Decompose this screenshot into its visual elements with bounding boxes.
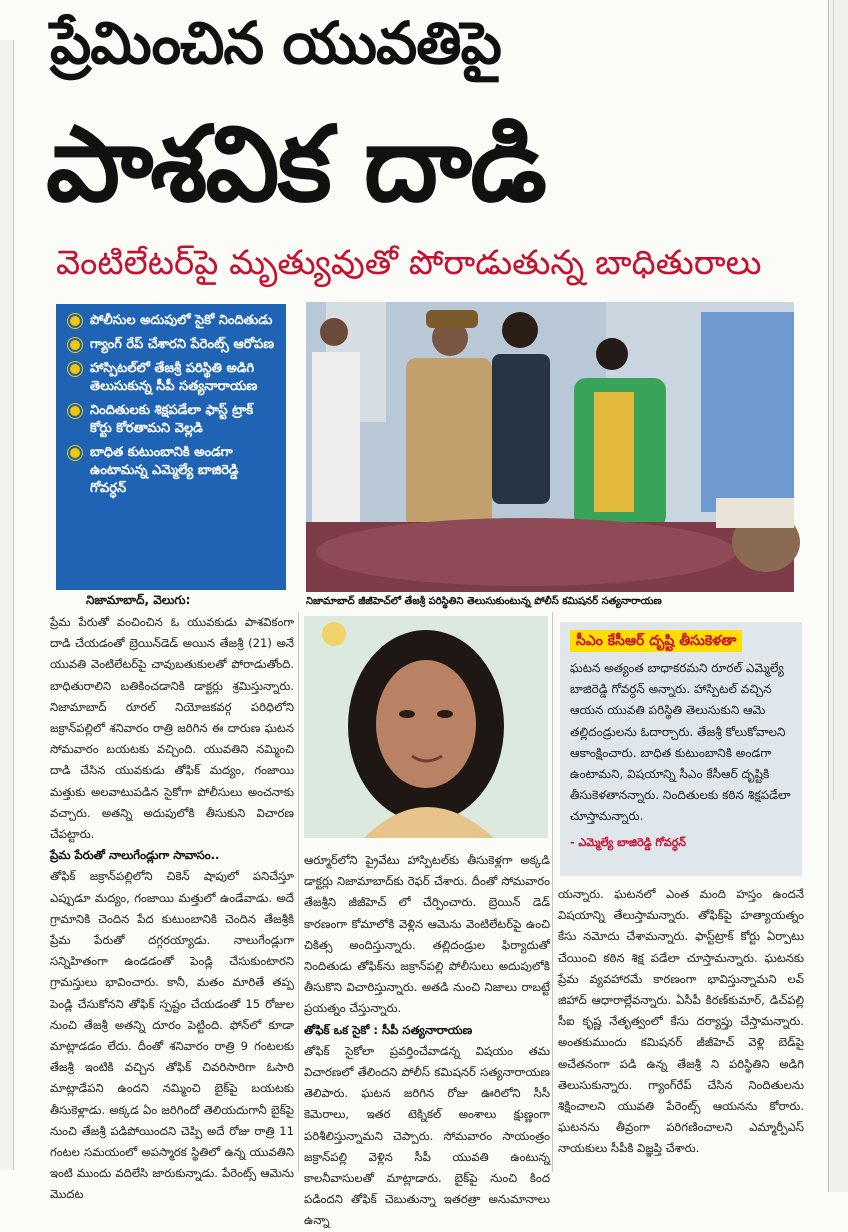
highlights-box [56, 304, 286, 590]
highlight-item [66, 336, 278, 354]
article-subhead: తోఫిక్ ఒక సైకో : సీపీ సత్యనారాయణ [304, 1022, 473, 1037]
bullet-icon [70, 340, 80, 350]
article-column-3 [558, 884, 804, 1160]
highlight-item [66, 444, 278, 498]
dateline: నిజామాబాద్, వెలుగు: [86, 593, 191, 607]
article-subhead: ప్రేమ పేరుతో నాలుగేండ్లుగా సావాసం.. [50, 848, 220, 863]
article-paragraph: తోఫిక్ జక్రాన్‌పల్లిలోని చికెన్ షాపులో పనిచేస్తూ ఎప్పుడూ మద్యం, గంజాయి మత్తులో ఉండేవాడు. అదే గ్రామానికి చెందిన పేద కుటుంబానికి చెందిన తేజశ్రీకి ప్రేమ పేరుతో దగ్గరయ్యాడు. నాలుగేండ్లుగా సన్నిహితంగా ఉండడంతో పెండ్లి చేసుకుంటారని గ్రామస్తులు భావించారు. కానీ, మతం మారితే తప్ప పెండ్లి చేసుకోనని తోఫిక్ స్పష్టం చేయడంతో 15 రోజుల నుంచి తేజశ్రీ అతన్ని దూరం పెట్టింది. ఫోన్‌లో కూడా మాట్లాడడం లేదు. దీంతో శనివారం రాత్రి 9 గంటలకు తేజశ్రీ ఇంటికి వచ్చిన తోఫిక్ చివరిసారిగా ఓసారి మాట్లాడేపని ఉందని నమ్మించి బైక్‌పై బయటకు తీసుకెళ్లాడు. అక్కడ ఏం జరిగిందో తెలియదుగానీ బైక్‌పై నుంచి తేజశ్రీ పడిపోయిందని చెప్పి అదే రోజు రాత్రి 11 గంటల సమయంలో అపస్మారక స్థితిలో ఉన్న యువతిని ఇంటి ముందు వదిలేసి జారుకున్నాడు. పేరెంట్స్ ఆమెను మొదట [50, 869, 294, 1202]
bullet-icon [70, 316, 80, 326]
headline-line-2: పాశవిక దాడి [46, 103, 545, 225]
bullet-icon [70, 364, 80, 374]
column-divider [298, 612, 299, 1172]
mla-statement-box [560, 622, 802, 876]
article-paragraph: యన్నారు. ఘటనలో ఎంత మంది హస్తం ఉందనే విషయాన్ని తేలుస్తామన్నారు. తోఫిక్‌పై హత్యాయత్నం కేసు నమోదు చేశామన్నారు. ఫాస్ట్‌ట్రాక్ కోర్టు ఏర్పాటు చేయించి కఠిన శిక్ష పడేలా చూస్తామన్నారు. ఘటనకు ప్రేమ వ్యవహారమే కారణంగా భావిస్తున్నామని లవ్ జిహాద్ ఆధారాల్లేవన్నారు. ఏసీపీ కిరణ్‌కుమార్, డిచ్‌పల్లి సీఐ కృష్ణ నేతృత్వంలో కేసు దర్యాప్తు చేస్తామన్నారు. అంతకుముందు కమిషనర్ జీజీహెచ్ వెళ్లి బెడ్‌పై అచేతనంగా పడి ఉన్న తేజశ్రీ ని పరిస్థితిని అడిగి తెలుసుకున్నారు. గ్యాంగ్‌రేప్ చేసిన నిందితులను శిక్షించాలని యువతి పేరెంట్స్ ఆయనను కోరారు. ఘటనను తీవ్రంగా పరిగణించాలని ఎమ్మార్పీఎస్ నాయకులు సీపీకి విజ్ఞప్తి చేశారు. [558, 887, 804, 1156]
sidebox-body: ఘటన అత్యంత బాధాకరమని రూరల్ ఎమ్మెల్యే బాజిరెడ్డి గోవర్ధన్ అన్నారు. హాస్పిటల్ వచ్చిన ఆయన యువతి పరిస్థితి తెలుసుకుని ఆమె తల్లిదండ్రులను ఓదార్చారు. తేజశ్రీ కోలుకోవాలని ఆకాంక్షించారు. బాధిత కుటుంబానికి అండగా ఉంటామని, విషయాన్ని సీఎం కేసీఆర్ దృష్టికి తీసుకెళతానన్నారు. నిందితులకు కఠిన శిక్షపడేలా చూస్తామన్నారు. [570, 661, 791, 824]
page-edge-right [828, 0, 848, 1192]
highlight-text: గ్యాంగ్ రేప్ చేశారని పేరెంట్స్ ఆరోపణ [90, 337, 275, 352]
victim-portrait-photo [304, 616, 548, 838]
page-edge-left [0, 40, 14, 1170]
highlight-text: బాధిత కుటుంబానికి అండగా ఉంటామన్న ఎమ్మెల్యే బాజిరెడ్డి గోవర్ధన్ [90, 445, 239, 496]
headline-line-1: ప్రేమించిన యువతిపై [50, 9, 501, 77]
bullet-icon [70, 406, 80, 416]
highlight-item [66, 402, 278, 438]
highlight-item [66, 312, 278, 330]
hospital-scene-image [306, 302, 794, 592]
bullet-icon [70, 448, 80, 458]
hospital-photo [306, 302, 794, 592]
sidebox-heading: సీఎం కేసీఆర్ దృష్టి తీసుకెళతా [570, 630, 742, 652]
article-column-2 [304, 850, 550, 1232]
highlight-text: నిందితులకు శిక్షపడేలా ఫాస్ట్ ట్రాక్ కోర్టు కోరతామని వెల్లడి [90, 403, 254, 436]
article-paragraph: ప్రేమ పేరుతో వంచించిన ఓ యువకుడు పాశవికంగా దాడి చేయడంతో బ్రెయిన్‌డెడ్ అయిన తేజశ్రీ (21) అనే యువతి వెంటిలేటర్‌పై చావుబతుకులతో పోరాడుతోంది. బాధితురాలిని బతికించడానికి డాక్టర్లు శ్రమిస్తున్నారు. నిజామాబాద్ రూరల్ నియోజకవర్గ పరిధిలోని జక్రాన్‌పల్లిలో శనివారం రాత్రి జరిగిన ఈ దారుణ ఘటన సోమవారం బయటకు వచ్చింది. యువతిని నమ్మించి దాడి చేసిన యువకుడు తోఫిక్ మద్యం, గంజాయి మత్తుకు అలవాటుపడిన సైకోగా పోలీసులు అంచనాకు వచ్చారు. అతన్ని అదుపులోకి తీసుకుని విచారణ చేపట్టారు. [50, 615, 294, 842]
highlight-text: హాస్పిటల్‌లో తేజశ్రీ పరిస్థితి అడిగి తెలుసుకున్న సీపీ సత్యనారాయణ [90, 361, 258, 394]
highlight-item [66, 360, 278, 396]
sidebox-signature: - ఎమ్మెల్యే బాజిరెడ్డి గోవర్ధన్ [570, 835, 686, 849]
article-paragraph: ఆర్మూర్‌లోని ప్రైవేటు హాస్పిటల్‌కు తీసుకెళ్లగా అక్కడి డాక్టర్లు నిజామాబాద్‌కు రెఫర్ చేశారు. దీంతో సోమవారం తేజశ్రీని జీజీహెచ్ లో చేర్పించారు. బ్రెయిన్ డెడ్ కారణంగా కోమాలోకి వెళ్లిన ఆమెను వెంటిలేటర్‌పై ఉంచి చికిత్స అందిస్తున్నారు. తల్లిదండ్రుల ఫిర్యాదుతో నిందితుడు తోఫిక్‌ను జక్రాన్‌పల్లి పోలీసులు అదుపులోకి తీసుకొని విచారిస్తున్నారు. అతడి నుంచి నిజాలు రాబట్టే ప్రయత్నం చేస్తున్నారు. [304, 853, 550, 1016]
highlight-text: పోలీసుల అదుపులో సైకో నిందితుడు [90, 313, 273, 328]
photo-caption: నిజామాబాద్ జీజీహెచ్‌లో తేజశ్రీ పరిస్థితిని తెలుసుకుంటున్న పోలీస్ కమిషనర్ సత్యనారాయణ [306, 596, 662, 607]
article-column-1 [50, 612, 294, 1206]
portrait-image [304, 616, 548, 838]
article-paragraph: తోఫిక్ సైకోలా ప్రవర్తించేవాడన్న విషయం తమ విచారణలో తేలిందని పోలీస్ కమిషనర్ సత్యనారాయణ తెలిపారు. ఘటన జరిగిన రోజు ఊరిలోని సీసీ కెమెరాలు, ఇతర టెక్నికల్ అంశాలు క్షుణ్ణంగా పరిశీలిస్తున్నామని చెప్పారు. సోమవారం సాయంత్రం జక్రాన్‌పల్లి వెళ్లిన సీపీ యువతి ఉంటున్న కాలనీవాసులతో మాట్లాడారు. బైక్‌పై నుంచి కింద పడిందని తోఫిక్ చెబుతున్నా ఇతరత్రా అనుమానాలు ఉన్నా [304, 1043, 550, 1228]
subheading: వెంటిలేటర్‌పై మృత్యువుతో పోరాడుతున్న బాధితురాలు [56, 243, 762, 283]
column-divider [552, 612, 553, 1172]
